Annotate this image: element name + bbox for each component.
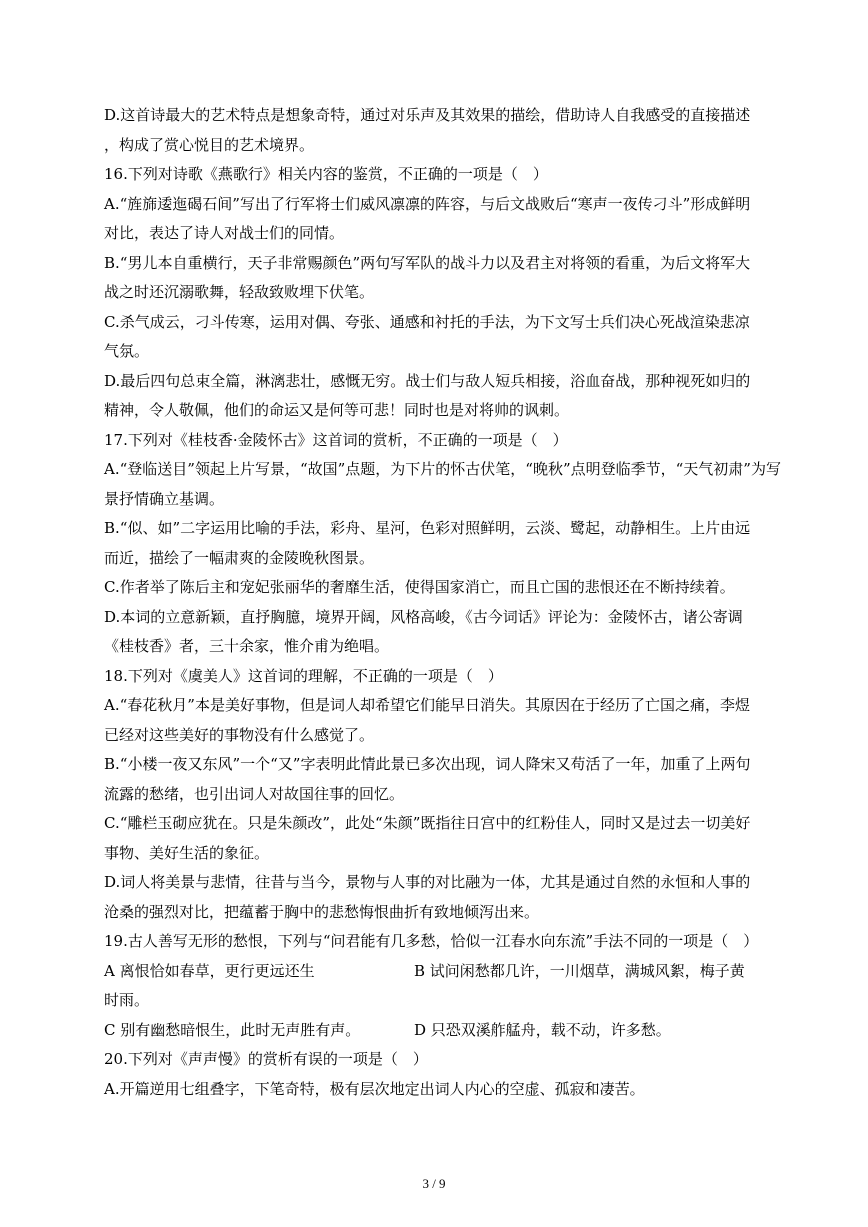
q17-option-d-line1: D.本词的立意新颖，直抒胸臆，境界开阔，风格高峻，《古今词话》评论为：金陵怀古，诸公寄调 [104,607,743,626]
q18-option-a-line2: 已经对这些美好的事物没有什么感觉了。 [104,725,375,744]
q17-option-d-line2: 《桂枝香》者，三十余家，惟介甫为绝唱。 [104,637,390,655]
q18-option-c-line1: C.“雕栏玉砌应犹在。只是朱颜改”，此处“朱颜”既指往日宫中的红粉佳人，同时又是过去一切美好 [104,814,751,832]
q17-option-a-line2: 景抒情确立基调。 [104,489,225,508]
q20-option-a: A.开篇逆用七组叠字，下笔奇特，极有层次地定出词人内心的空虚、孤寂和凄苦。 [104,1079,645,1098]
q19-option-b-line2: 时雨。 [104,991,150,1009]
q18-option-a-line1: A.“春花秋月”本是美好事物，但是词人却希望它们能早日消失。其原因在于经历了亡国之痛，李煜 [104,696,750,714]
q16-option-d-line1: D.最后四句总束全篇，淋漓悲壮，感慨无穷。战士们与敌人短兵相接，浴血奋战，那种视死如归的 [104,371,751,390]
q16-option-b-line2: 战之时还沉溺歌舞，轻敌致败埋下伏笔。 [104,283,375,301]
q20-stem: 20.下列对《声声慢》的赏析有误的一项是（ ） [104,1050,428,1068]
q17-option-c: C.作者举了陈后主和宠妃张丽华的奢靡生活，使得国家消亡，而且亡国的悲恨还在不断持续着。 [104,578,735,596]
q16-stem: 16.下列对诗歌《燕歌行》相关内容的鉴赏，不正确的一项是（ ） [104,165,548,183]
q18-stem: 18.下列对《虞美人》这首词的理解，不正确的一项是（ ） [104,666,503,685]
q16-option-a-line2: 对比，表达了诗人对战士们的同情。 [104,224,345,242]
q18-option-b-line2: 流露的愁绪，也引出词人对故国往事的回忆。 [104,784,405,803]
q18-option-b-line1: B.“小楼一夜又东风”一个“又”字表明此情此景已多次出现，词人降宋又苟活了一年，加重了上两句 [104,755,751,773]
document-body [104,101,781,1104]
q19-stem: 19.古人善写无形的愁恨，下列与“问君能有几多愁，恰似一江春水向东流”手法不同的一项是（ ） [104,932,759,950]
q17-option-a-line1: A.“登临送目”领起上片写景，“故国”点题，为下片的怀古伏笔，“晚秋”点明登临季节，“天气初肃”为写 [104,460,781,478]
q18-option-d-line1: D.词人将美景与悲情，往昔与当今，景物与人事的对比融为一体，尤其是通过自然的永恒和人事的 [104,873,751,891]
q19-option-a: A 离恨恰如春草，更行更远还生 [104,961,315,980]
q18-option-c-line2: 事物、美好生活的象征。 [104,843,270,862]
q19-option-d: D 只恐双溪舴艋舟，载不动，许多愁。 [414,1020,671,1039]
q16-option-c-line2: 气氛。 [104,342,150,360]
q15-option-d-line2: ，构成了赏心悦目的艺术境界。 [104,135,315,154]
q19-options-row1 [104,957,764,987]
q16-option-c-line1: C.杀气成云，刁斗传寒，运用对偶、夸张、通感和衬托的手法，为下文写士兵们决心死战渲染悲凉 [104,312,750,331]
q15-option-d-line1: D.这首诗最大的艺术特点是想象奇特，通过对乐声及其效果的描绘，借助诗人自我感受的直接描述 [104,106,751,124]
q17-option-b-line1: B.“似、如”二字运用比喻的手法，彩舟、星河，色彩对照鲜明，云淡、鹭起，动静相生。上片由远 [104,519,751,537]
q19-option-b-line1: B 试问闲愁都几许，一川烟草，满城风絮，梅子黄 [414,961,745,980]
q19-options-row2 [104,1016,764,1046]
q17-option-b-line2: 而近，描绘了一幅肃爽的金陵晚秋图景。 [104,548,375,567]
page-number: 3 / 9 [422,1176,446,1191]
q16-option-d-line2: 精神，令人敬佩，他们的命运又是何等可悲！同时也是对将帅的讽刺。 [104,401,570,419]
q19-option-c: C 别有幽愁暗恨生，此时无声胜有声。 [104,1020,361,1039]
q16-option-b-line1: B.“男儿本自重横行，天子非常赐颜色”两句写军队的战斗力以及君主对将领的看重，为后文将军大 [104,253,751,272]
q17-stem: 17.下列对《桂枝香·金陵怀古》这首词的赏析，不正确的一项是（ ） [104,430,568,449]
q18-option-d-line2: 沧桑的强烈对比，把蕴蓄于胸中的悲愁悔恨曲折有致地倾泻出来。 [104,902,540,921]
q16-option-a-line1: A.“旌旆逶迤碣石间”写出了行军将士们威风凛凛的阵容，与后文战败后“寒声一夜传刁斗”形成鲜明 [104,194,751,213]
